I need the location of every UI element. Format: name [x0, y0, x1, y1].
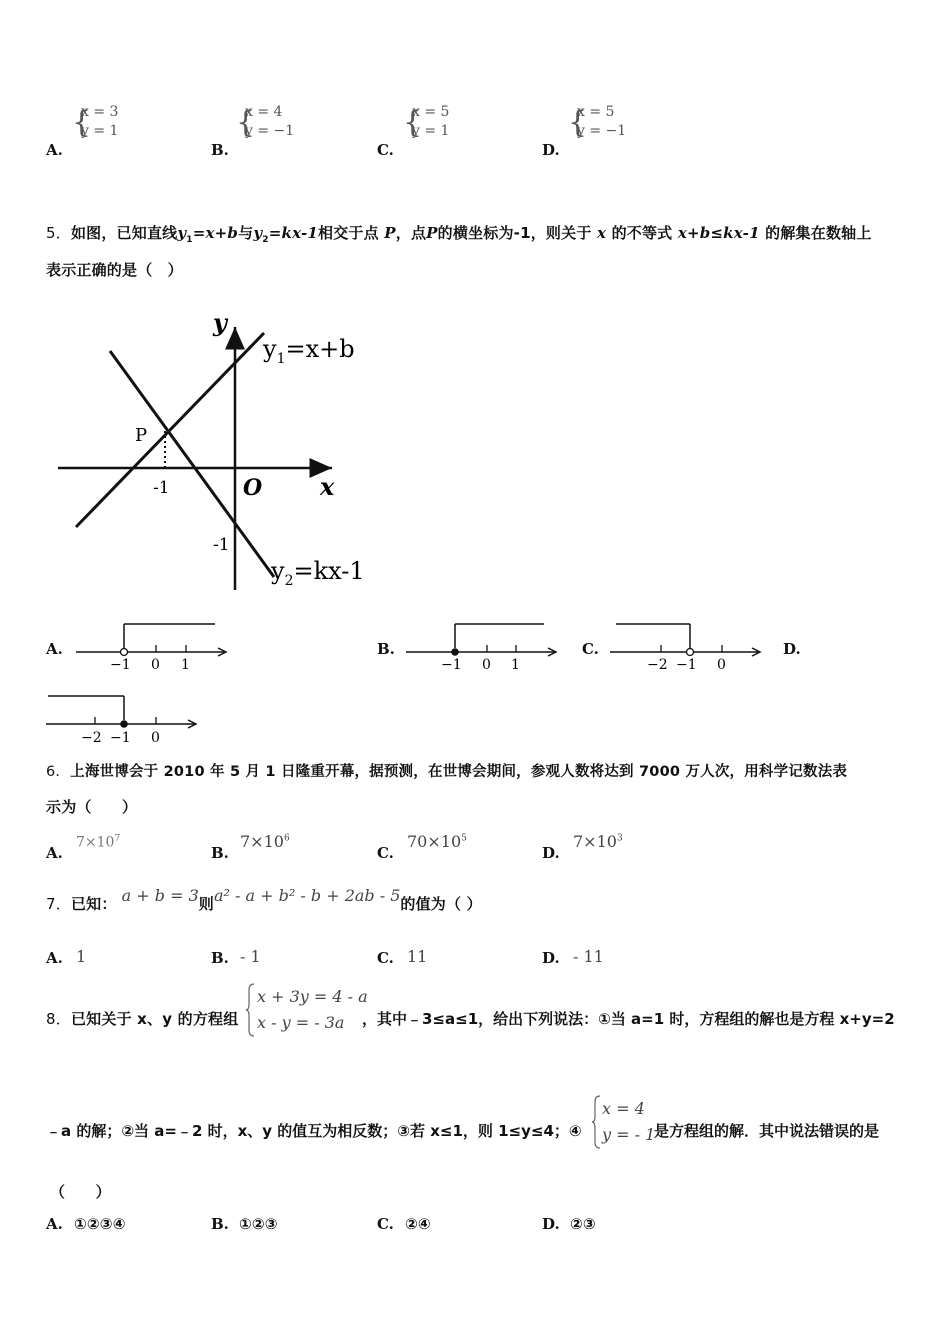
q6-option-a-label: A.: [46, 844, 63, 862]
q6-option-a-value: $7\times 10^7$: [76, 834, 121, 851]
q8-option-b-value: ①②③: [239, 1215, 278, 1233]
q6-option-d-value: $7\times 10^3$: [573, 832, 623, 851]
q6-option-c-value: $70\times 10^5$: [407, 832, 467, 851]
q4-option-d-eq1: x = 5: [577, 104, 615, 120]
q5-text-a: 如图，已知直线: [70, 224, 178, 242]
q6-option-c-label: C.: [377, 844, 394, 862]
q5-mid2: 相交于点: [318, 224, 379, 242]
q8-solution-brace: [592, 1094, 602, 1150]
q4-option-c-brace: {: [403, 105, 423, 140]
q7-number: 7．: [46, 895, 71, 913]
q6-stem-line1: [46, 760, 847, 781]
q5-option-c-numberline: [606, 618, 766, 674]
tick-label: 0: [717, 657, 726, 673]
q8-option-a-label: A.: [46, 1215, 63, 1233]
q8-stem-line2b: 是方程组的解．其中说法错误的是: [654, 1122, 880, 1140]
q7-stem: [46, 886, 482, 914]
y-minus1-label: -1: [213, 535, 230, 555]
q5-option-b-label: B.: [377, 640, 395, 658]
origin-label: O: [243, 475, 263, 501]
q5-option-b-numberline: [402, 618, 562, 674]
q8-solution-x: x = 4: [602, 1099, 645, 1118]
q5-y2: y: [253, 224, 263, 242]
q4-option-a-system: [81, 103, 118, 141]
q8-stem-line1: ，其中﹣3≤a≤1，给出下列说法：①当 a=1 时，方程组的解也是方程 x+y=2: [362, 1010, 895, 1028]
q8-stem-prefix: [46, 1008, 238, 1029]
q4-option-a-label: A.: [46, 141, 63, 159]
q6-number: 6．: [46, 764, 71, 780]
q5-y2-eq: =kx-1: [268, 224, 319, 242]
q4-option-b-brace: {: [236, 105, 256, 140]
q6-stem-line2: 示为（ ）: [46, 798, 138, 816]
q5-stem-line2: 表示正确的是（ ）: [46, 261, 183, 279]
q7-condition: a + b = 3: [121, 886, 199, 905]
q8-stem-line2a: ﹣a 的解；②当 a=﹣2 时，x、y 的值互为相反数；③若 x≤1，则 1≤y≤4；④: [46, 1122, 582, 1140]
tick-label: 1: [181, 657, 190, 673]
q5-point-p2: P: [426, 224, 438, 242]
q5-option-d-numberline: [44, 690, 206, 746]
q4-option-c-label: C.: [377, 141, 394, 159]
line-y1-label: $y_1=x+b$: [263, 335, 355, 367]
q8-solution-y: y = - 1: [602, 1125, 656, 1144]
q8-option-c-label: C.: [377, 1215, 394, 1233]
tick-label: 0: [151, 657, 160, 673]
line-y2-label: $y_2=kx-1$: [271, 557, 365, 589]
q7-option-b-value: - 1: [240, 947, 261, 966]
q5-option-d-label: D.: [783, 640, 801, 658]
q8-system: [257, 984, 368, 1036]
q5-graph: [50, 305, 380, 600]
q4-option-b-system: [245, 103, 294, 141]
q8-system-brace: [246, 982, 256, 1038]
point-p-label: P: [135, 425, 148, 446]
q8-prefix: 已知关于 x、y 的方程组: [70, 1010, 239, 1028]
q7-option-a-value: 1: [76, 947, 87, 966]
q4-option-b-eq1: x = 4: [245, 104, 283, 120]
q4-option-a-eq1: x = 3: [81, 104, 119, 120]
q5-var-x: x: [596, 224, 607, 242]
tick-label: −2: [81, 730, 102, 746]
q8-option-a-value: ①②③④: [74, 1215, 126, 1233]
tick-label: −1: [110, 657, 131, 673]
tick-label: −2: [647, 657, 668, 673]
q4-option-a-eq2: y = 1: [81, 123, 119, 139]
tick-label: 0: [151, 730, 160, 746]
q6-option-b-value: $7\times 10^6$: [240, 832, 290, 851]
q8-solution: [602, 1096, 655, 1148]
q6-text-line1: 上海世博会于 2010 年 5 月 1 日隆重开幕，据预测，在世博会期间，参观人数将达到 7000 万人次，用科学记数法表: [70, 764, 848, 780]
q5-mid3: ，点: [395, 224, 427, 242]
q8-number: 8．: [46, 1010, 71, 1028]
q7-suffix: 的值为（ ）: [400, 895, 482, 913]
q5-inequality: x+b≤kx-1: [677, 224, 760, 242]
q8-equation-2: x - y = - 3a: [257, 1013, 345, 1032]
q7-option-d-label: D.: [542, 949, 560, 967]
q5-option-c-label: C.: [582, 640, 599, 658]
q7-mid: 则: [198, 895, 214, 913]
tick-label: 1: [511, 657, 520, 673]
q5-mid6: 的解集在数轴上: [765, 224, 872, 242]
q5-option-a-label: A.: [46, 640, 63, 658]
q5-mid4: 的横坐标为-1，则关于: [437, 224, 592, 242]
q6-option-d-label: D.: [542, 844, 560, 862]
q5-stem-line1: 5．如图，已知直线$y_1=x+b$与$y_2=kx-1$相交于点 P，点P的横坐标为-1，则关于 x 的不等式 x+b≤kx-1 的解集在数轴上: [46, 224, 872, 245]
tick-label: −1: [676, 657, 697, 673]
q4-option-d-system: [577, 103, 626, 141]
q4-option-b-label: B.: [211, 141, 229, 159]
q8-equation-1: x + 3y = 4 - a: [257, 987, 368, 1006]
tick-label: 0: [482, 657, 491, 673]
q8-option-d-value: ②③: [570, 1215, 596, 1233]
q8-option-c-value: ②④: [405, 1215, 431, 1233]
q4-option-b-eq2: y = −1: [245, 123, 295, 139]
q5-mid5: 的不等式: [611, 224, 673, 242]
q4-option-c-eq2: y = 1: [412, 123, 450, 139]
q7-option-a-label: A.: [46, 949, 63, 967]
q7-prefix: 已知：: [70, 895, 117, 913]
q8-stem-line3: （ ）: [50, 1183, 111, 1201]
line-y2: [110, 351, 274, 577]
y-axis-label: y: [213, 308, 227, 337]
q5-mid1: 与: [238, 224, 254, 242]
x-minus1-label: -1: [153, 478, 170, 498]
q7-option-c-label: C.: [377, 949, 394, 967]
q8-option-d-label: D.: [542, 1215, 560, 1233]
q5-y1-eq: =x+b: [192, 224, 239, 242]
q7-expression: a² - a + b² - b + 2ab - 5: [213, 886, 401, 905]
q6-option-b-label: B.: [211, 844, 229, 862]
q4-option-d-brace: {: [568, 105, 588, 140]
q4-option-c-eq1: x = 5: [412, 104, 450, 120]
q7-option-c-value: 11: [407, 947, 428, 966]
q5-number: 5．: [46, 224, 71, 242]
q7-option-b-label: B.: [211, 949, 229, 967]
x-axis-label: x: [320, 472, 335, 501]
tick-label: −1: [441, 657, 462, 673]
q5-option-a-numberline: [72, 618, 232, 674]
q7-option-d-value: - 11: [573, 947, 604, 966]
q5-point-p: P: [384, 224, 396, 242]
q4-option-d-eq2: y = −1: [577, 123, 627, 139]
q4-option-a-brace: {: [72, 105, 92, 140]
q8-option-b-label: B.: [211, 1215, 229, 1233]
tick-label: −1: [110, 730, 131, 746]
q5-y1: y: [177, 224, 187, 242]
q4-option-d-label: D.: [542, 141, 560, 159]
q4-option-c-system: [412, 103, 449, 141]
